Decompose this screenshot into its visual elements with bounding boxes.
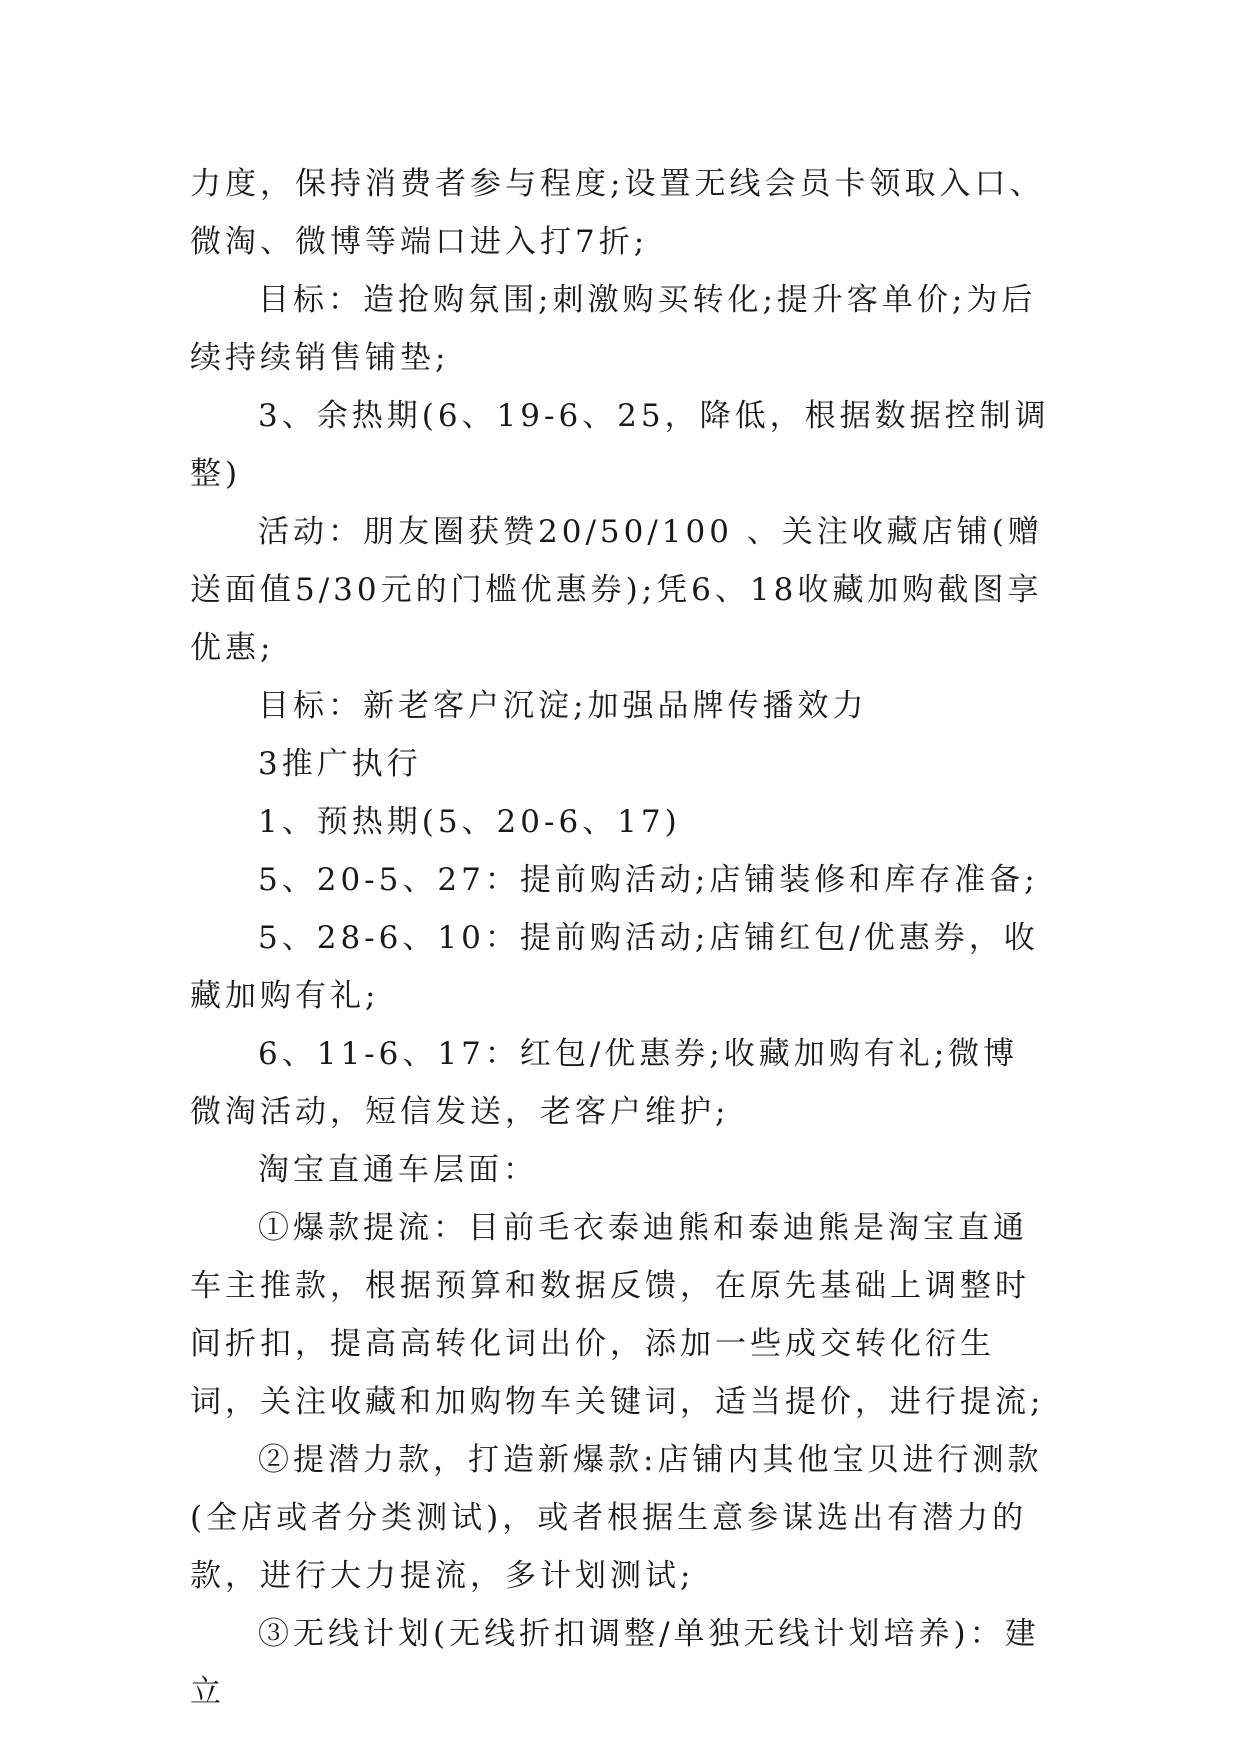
paragraph: 目标：造抢购氛围;刺激购买转化;提升客单价;为后续持续销售铺垫; [190, 282, 1037, 376]
paragraph: ②提潜力款，打造新爆款:店铺内其他宝贝进行测款(全店或者分类测试)，或者根据生意参谋选出有潜力的款，进行大力提流，多计划测试; [190, 1442, 1043, 1594]
document-body [190, 155, 1050, 1721]
paragraph: ①爆款提流：目前毛衣泰迪熊和泰迪熊是淘宝直通车主推款，根据预算和数据反馈，在原先基础上调整时间折扣，提高高转化词出价，添加一些成交转化衍生词，关注收藏和加购物车关键词，适当提价，进行提流; [190, 1210, 1045, 1420]
paragraph: 力度，保持消费者参与程度;设置无线会员卡领取入口、微淘、微博等端口进入打7折; [190, 166, 1045, 260]
paragraph: ③无线计划(无线折扣调整/单独无线计划培养)：建立 [190, 1616, 1040, 1710]
paragraph: 1、预热期(5、20-6、17) [258, 804, 681, 840]
paragraph: 5、28-6、10：提前购活动;店铺红包/优惠券，收藏加购有礼; [190, 920, 1039, 1014]
paragraph: 淘宝直通车层面： [258, 1152, 538, 1188]
paragraph: 活动：朋友圈获赞20/50/100 、关注收藏店铺(赠送面值5/30元的门槛优惠券);凭6、18收藏加购截图享优惠; [190, 514, 1043, 666]
paragraph: 目标：新老客户沉淀;加强品牌传播效力 [258, 688, 868, 724]
section-heading: 3推广执行 [258, 746, 422, 782]
paragraph: 3、余热期(6、19-6、25，降低，根据数据控制调整) [190, 398, 1050, 492]
paragraph: 5、20-5、27：提前购活动;店铺装修和库存准备; [258, 862, 1039, 898]
paragraph: 6、11-6、17：红包/优惠券;收藏加购有礼;微博微淘活动，短信发送，老客户维护; [190, 1036, 1019, 1130]
